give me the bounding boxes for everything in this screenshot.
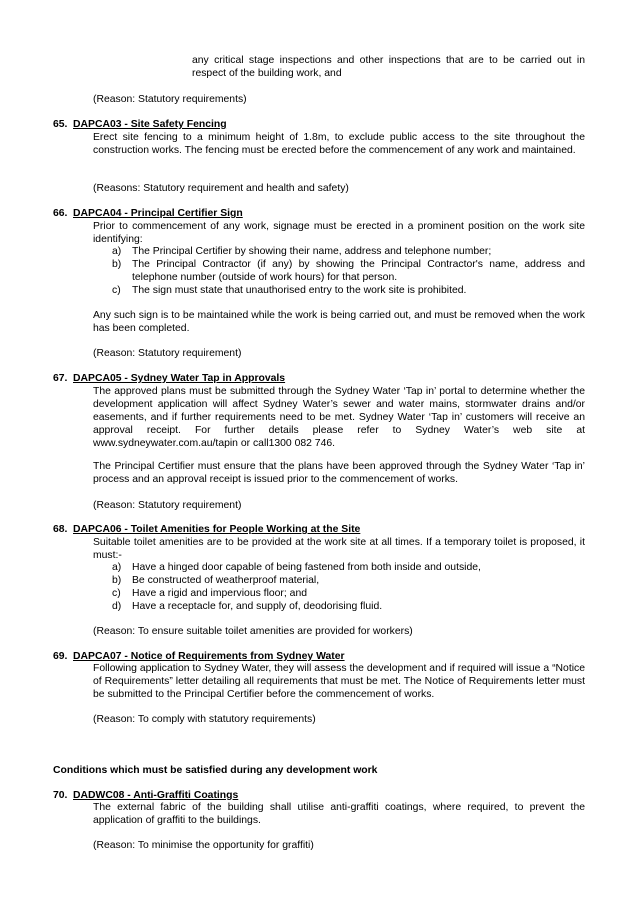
condition-number: 69. <box>53 651 68 662</box>
condition-number: 65. <box>53 119 68 130</box>
condition-title: DADWC08 - Anti-Graffiti Coatings <box>73 790 239 801</box>
condition-title: DAPCA07 - Notice of Requirements from Sydney Water <box>73 651 345 662</box>
list-item: a) The Principal Certifier by showing their name, address and telephone number; <box>112 246 492 257</box>
condition-67-body-2: The Principal Certifier must ensure that the plans have been approved through the Sydney Water ‘Tap in’ process and an approval receipt is issued prior to the commencement of works. <box>93 461 585 485</box>
condition-68-body: Suitable toilet amenities are to be provided at the work site at all times. If a temporary toilet is proposed, it must:- <box>93 537 585 561</box>
condition-number: 66. <box>53 208 68 219</box>
condition-title: DAPCA04 - Principal Certifier Sign <box>73 208 243 219</box>
intro-reason: (Reason: Statutory requirements) <box>93 94 247 105</box>
condition-70-reason: (Reason: To minimise the opportunity for graffiti) <box>93 840 314 851</box>
condition-69-body: Following application to Sydney Water, they will assess the development and if required will issue a “Notice of Requirements” letter detailing all requirements that must be met. The Notice of Requirements letter must be submitted to the Principal Certifier before the commencement of works. <box>93 663 585 700</box>
list-item: a) Have a hinged door capable of being fastened from both inside and outside, <box>112 562 481 573</box>
condition-69-reason: (Reason: To comply with statutory requirements) <box>93 714 316 725</box>
list-item: d) Have a receptacle for, and supply of, deodorising fluid. <box>112 601 383 612</box>
condition-68-list <box>112 561 585 613</box>
condition-70-body: The external fabric of the building shall utilise anti-graffiti coatings, where required, to prevent the application of graffiti to the buildings. <box>93 802 585 826</box>
condition-65-heading <box>53 118 227 131</box>
condition-68-heading <box>53 523 360 536</box>
condition-number: 70. <box>53 790 68 801</box>
section-heading: Conditions which must be satisfied during any development work <box>53 765 378 776</box>
list-item: c) Have a rigid and impervious floor; and <box>112 588 308 599</box>
condition-66-list <box>112 245 585 297</box>
condition-67-body: The approved plans must be submitted through the Sydney Water ‘Tap in’ portal to determine whether the development application will affect Sydney Water’s sewer and water mains, stormwater drains and/or easements, and if further requirements need to be met. Sydney Water ‘Tap in’ customers will receive an approval receipt. For further details please refer to Sydney Water’s web site at www.sydneywater.com.au/tapin or call1300 082 746. <box>93 386 585 449</box>
list-item: b) Be constructed of weatherproof material, <box>112 575 320 586</box>
condition-number: 68. <box>53 524 68 535</box>
condition-title: DAPCA06 - Toilet Amenities for People Working at the Site <box>73 524 361 535</box>
condition-66-heading <box>53 207 243 220</box>
condition-67-heading <box>53 372 285 385</box>
intro-text: any critical stage inspections and other inspections that are to be carried out in respect of the building work, and <box>192 55 585 79</box>
list-item: c) The sign must state that unauthorised entry to the work site is prohibited. <box>112 285 467 296</box>
condition-67-reason: (Reason: Statutory requirement) <box>93 500 242 511</box>
condition-title: DAPCA03 - Site Safety Fencing <box>73 119 227 130</box>
condition-66-body-2: Any such sign is to be maintained while the work is being carried out, and must be removed when the work has been completed. <box>93 310 585 334</box>
list-item: b) The Principal Contractor (if any) by showing the Principal Contractor's name, address and telephone number (outside of work hours) for that person. <box>112 259 585 283</box>
condition-65-body: Erect site fencing to a minimum height of 1.8m, to exclude public access to the site throughout the construction works. The fencing must be erected before the commencement of any work and maintained. <box>93 132 585 156</box>
condition-65-reason: (Reasons: Statutory requirement and health and safety) <box>93 183 349 194</box>
condition-66-reason: (Reason: Statutory requirement) <box>93 348 242 359</box>
condition-number: 67. <box>53 373 68 384</box>
condition-title: DAPCA05 - Sydney Water Tap in Approvals <box>73 373 286 384</box>
condition-68-reason: (Reason: To ensure suitable toilet amenities are provided for workers) <box>93 626 413 637</box>
condition-66-body: Prior to commencement of any work, signage must be erected in a prominent position on the work site identifying: <box>93 221 585 245</box>
